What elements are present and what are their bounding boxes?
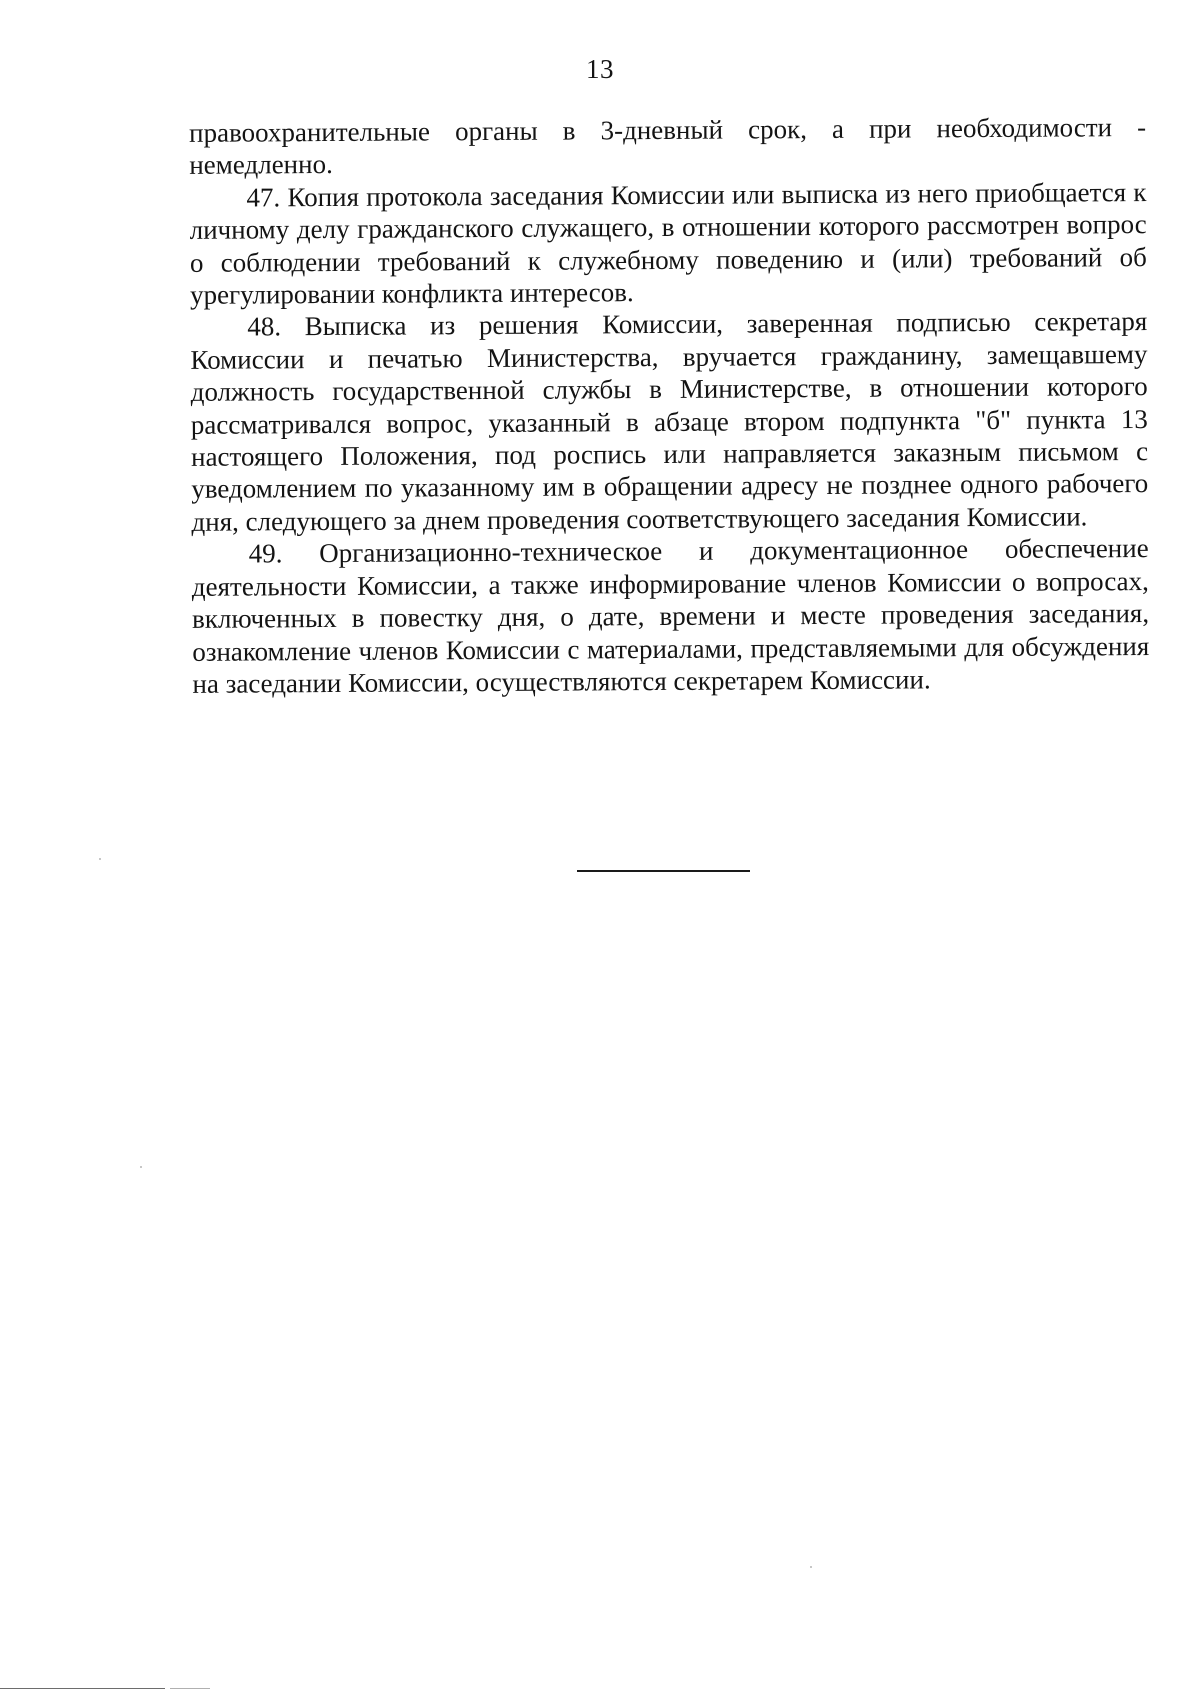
paragraph-48: 48. Выписка из решения Комиссии, заверенная подписью секретаря Комиссии и печатью Министерства, вручается гражданину, замещавшему должность государственной службы в Министерстве, в отношении которого рассматривался вопрос, указанный в абзаце втором подпункта "б" пункта 13 настоящего Положения, под роспись или направляется заказным письмом с уведомлением по указанному им в обращении адресу не позднее одного рабочего дня, следующего за днем проведения соответствующего заседания Комиссии. (190, 306, 1149, 537)
paragraph-continuation: правоохранительные органы в 3-дневный срок, а при необходимости - немедленно. (189, 111, 1147, 181)
page-number: 13 (586, 54, 614, 84)
paragraph-47: 47. Копия протокола заседания Комиссии или выписка из него приобщается к личному делу гражданского служащего, в отношении которого рассмотрен вопрос о соблюдении требований к служебному поведению и (или) требований об урегулировании конфликта интересов. (189, 176, 1147, 310)
scan-artifact-dot (99, 858, 101, 860)
scan-artifact-line (0, 1688, 165, 1689)
paragraph-49: 49. Организационно-техническое и документационное обеспечение деятельности Комиссии, а также информирование членов Комиссии о вопросах, включенных в повестку дня, о дате, времени и месте проведения заседания, ознакомление членов Комиссии с материалами, представляемыми для обсуждения на заседании Комиссии, осуществляются секретарем Комиссии. (191, 533, 1150, 699)
end-of-document-rule (577, 870, 750, 872)
scan-artifact-dot (810, 1566, 812, 1568)
document-body (0, 111, 1200, 702)
scan-artifact-line (170, 1688, 210, 1689)
scan-artifact-dot (140, 1166, 142, 1168)
